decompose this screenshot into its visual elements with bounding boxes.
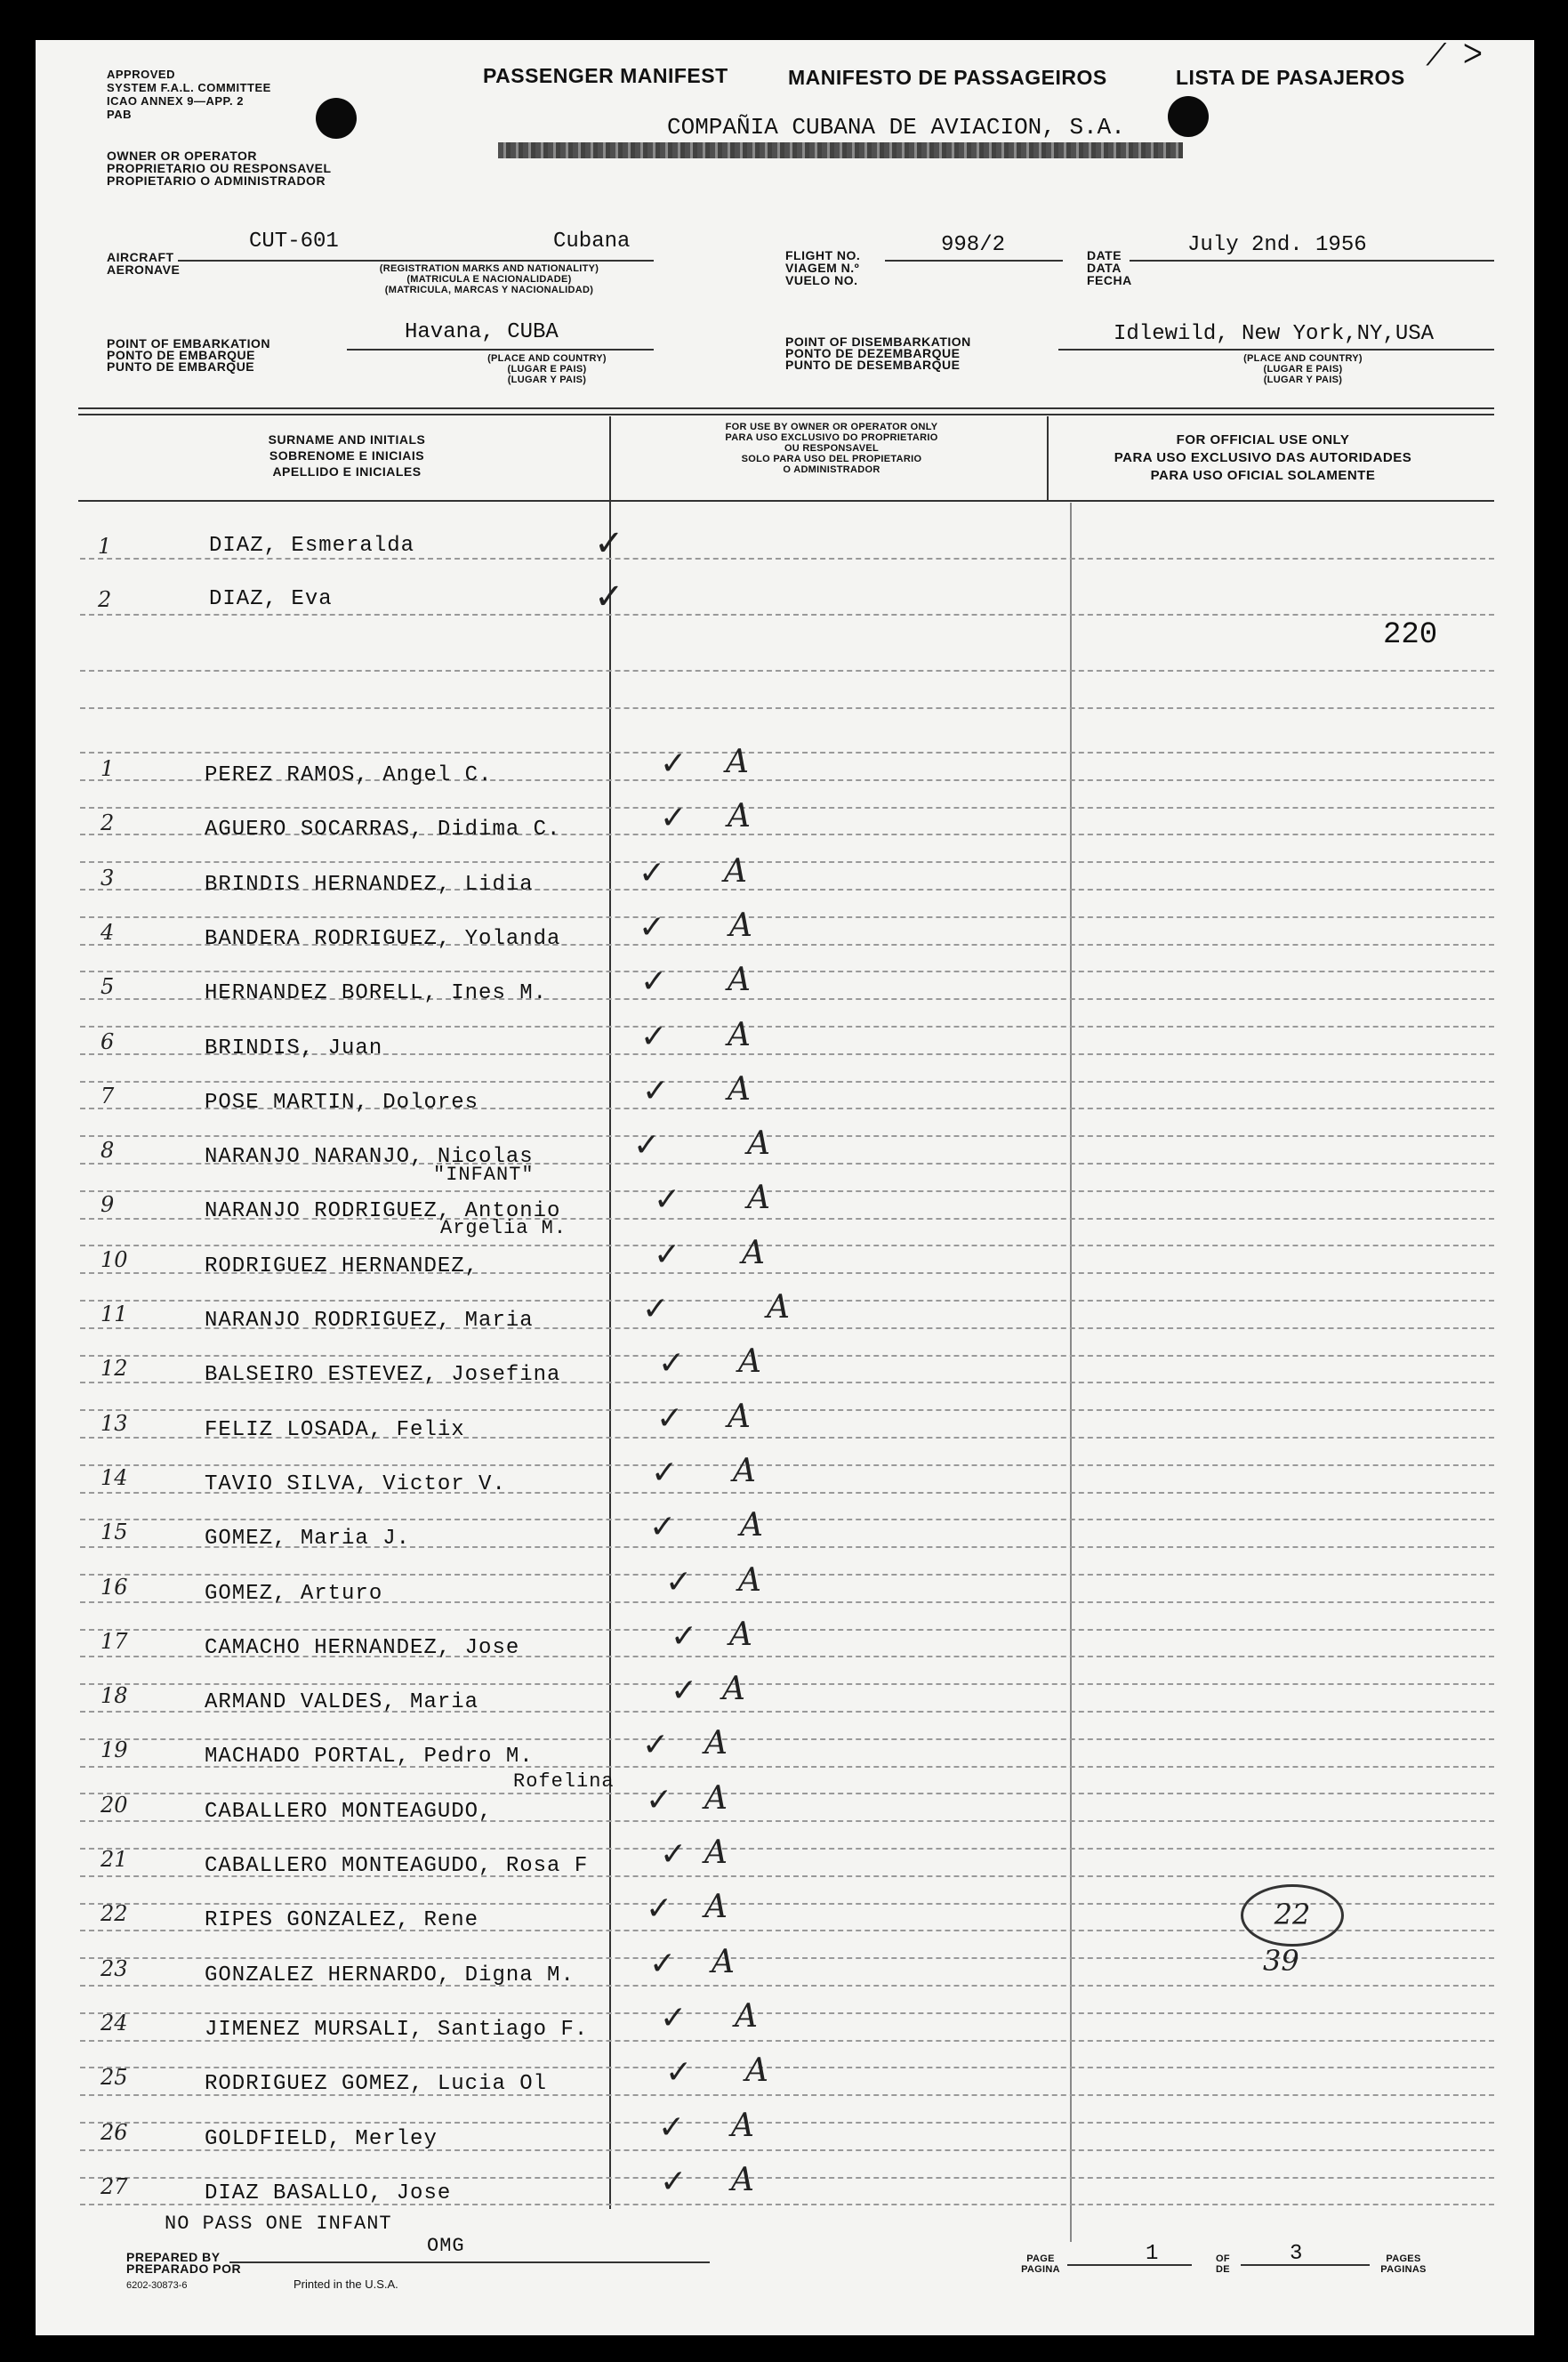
check-icon: ✓ bbox=[660, 2000, 688, 2036]
embarkation-label: POINT OF EMBARKATION PONTO DE EMBARQUE PUNTO DE EMBARQUE bbox=[107, 336, 270, 374]
passenger-number: 16 bbox=[101, 1575, 128, 1600]
passenger-name: GONZALEZ HERNARDO, Digna M. bbox=[205, 1963, 575, 1987]
crew-name: DIAZ, Eva bbox=[209, 587, 333, 611]
rofelina-note: Rofelina bbox=[513, 1770, 615, 1793]
passenger-number: 9 bbox=[101, 1192, 115, 1217]
handwritten-a-mark: A bbox=[724, 853, 747, 890]
initials: OMG bbox=[427, 2235, 465, 2257]
passenger-number: 10 bbox=[101, 1247, 128, 1272]
passenger-number: 21 bbox=[101, 1847, 128, 1872]
row-rule bbox=[80, 2177, 1494, 2179]
passenger-name: RIPES GONZALEZ, Rene bbox=[205, 1908, 479, 1932]
passenger-number: 26 bbox=[101, 2120, 128, 2145]
circled-note: 22 bbox=[1241, 1884, 1344, 1947]
check-icon: ✓ bbox=[665, 2054, 693, 2091]
handwritten-a-mark: A bbox=[738, 1343, 761, 1380]
check-icon: ✓ bbox=[640, 963, 668, 1000]
check-icon: ✓ bbox=[660, 1836, 688, 1873]
row-rule bbox=[80, 1245, 1494, 1246]
title-spanish: LISTA DE PASAJEROS bbox=[1176, 66, 1405, 89]
handwritten-a-mark: A bbox=[742, 1235, 765, 1271]
check-icon: ✓ bbox=[639, 909, 666, 946]
crew-number: 1 bbox=[98, 534, 112, 559]
row-rule bbox=[80, 1081, 1494, 1083]
passenger-number: 6 bbox=[101, 1029, 115, 1054]
check-icon: ✓ bbox=[671, 1673, 698, 1709]
form-number: 6202-30873-6 bbox=[126, 2280, 188, 2291]
passenger-name: CAMACHO HERNANDEZ, Jose bbox=[205, 1636, 520, 1660]
check-icon: ✓ bbox=[658, 1345, 686, 1382]
check-icon: ✓ bbox=[640, 1019, 668, 1055]
row-rule bbox=[80, 614, 1494, 616]
passenger-number: 13 bbox=[101, 1411, 128, 1436]
check-icon: ✓ bbox=[646, 1890, 673, 1927]
aircraft-caption: (REGISTRATION MARKS AND NATIONALITY) (MATRICULA E NACIONALIDADE) (MATRICULA, MARCAS Y NACIONALIDAD) bbox=[379, 263, 599, 295]
infant-note: "INFANT" bbox=[433, 1164, 535, 1186]
check-icon: ✓ bbox=[671, 1618, 698, 1655]
passenger-name: NARANJO RODRIGUEZ, Maria bbox=[205, 1309, 534, 1333]
page-total: 3 bbox=[1290, 2242, 1303, 2266]
passenger-number: 15 bbox=[101, 1520, 128, 1544]
check-icon: ✓ bbox=[658, 2109, 686, 2146]
handwritten-a-mark: A bbox=[728, 1399, 751, 1435]
check-icon: ✓ bbox=[660, 800, 688, 836]
check-icon: ✓ bbox=[639, 855, 666, 891]
passenger-name: NARANJO RODRIGUEZ, Antonio bbox=[205, 1199, 561, 1223]
handwritten-a-mark: A bbox=[728, 1017, 751, 1053]
row-rule bbox=[80, 558, 1494, 560]
embarkation-value: Havana, CUBA bbox=[405, 320, 559, 344]
check-icon: ✓ bbox=[651, 1455, 679, 1491]
passenger-name: PEREZ RAMOS, Angel C. bbox=[205, 763, 493, 787]
date-label: DATE DATA FECHA bbox=[1087, 248, 1132, 287]
passenger-number: 27 bbox=[101, 2174, 128, 2199]
col-header-operator-use: FOR USE BY OWNER OR OPERATOR ONLY PARA USO EXCLUSIVO DO PROPRIETARIO OU RESPONSAVEL SOLO PARA USO DEL PROPIETARIO O ADMINISTRADOR bbox=[725, 422, 938, 475]
passenger-number: 7 bbox=[101, 1084, 115, 1108]
row-rule bbox=[80, 1355, 1494, 1357]
row-rule bbox=[80, 1793, 1494, 1794]
punch-hole-right bbox=[1168, 96, 1209, 137]
handwritten-a-mark: A bbox=[738, 1562, 761, 1599]
passenger-number: 17 bbox=[101, 1629, 128, 1654]
passenger-number: 4 bbox=[101, 920, 115, 945]
row-rule bbox=[80, 1683, 1494, 1685]
row-rule bbox=[80, 670, 1494, 672]
check-icon: ✓ bbox=[660, 2164, 688, 2200]
row-rule bbox=[80, 752, 1494, 754]
flight-number: 998/2 bbox=[941, 233, 1006, 257]
check-icon: ✓ bbox=[642, 1073, 670, 1109]
passenger-number: 22 bbox=[101, 1901, 128, 1926]
crew-number: 2 bbox=[98, 587, 112, 612]
row-rule bbox=[80, 1519, 1494, 1520]
handwritten-a-mark: A bbox=[722, 1671, 745, 1707]
check-icon: ✓ bbox=[656, 1400, 684, 1437]
handwritten-a-mark: A bbox=[728, 962, 751, 998]
handwritten-a-mark: A bbox=[728, 1071, 751, 1108]
handwritten-a-mark: A bbox=[767, 1289, 790, 1326]
passenger-name: AGUERO SOCARRAS, Didima C. bbox=[205, 818, 561, 842]
passenger-number: 25 bbox=[101, 2065, 128, 2090]
passenger-name: BANDERA RODRIGUEZ, Yolanda bbox=[205, 927, 561, 951]
row-rule bbox=[80, 1026, 1494, 1028]
passenger-name: GOMEZ, Arturo bbox=[205, 1582, 383, 1606]
disembarkation-value: Idlewild, New York,NY,USA bbox=[1114, 322, 1435, 346]
operator-labels: OWNER OR OPERATOR PROPRIETARIO OU RESPONSAVEL PROPIETARIO O ADMINISTRADOR bbox=[107, 149, 332, 188]
passenger-number: 19 bbox=[101, 1737, 128, 1762]
page-number: 1 bbox=[1146, 2242, 1159, 2266]
page-label: PAGE PAGINA bbox=[1021, 2253, 1060, 2275]
flight-label: FLIGHT NO. VIAGEM N.º VUELO NO. bbox=[785, 248, 861, 287]
passenger-number: 5 bbox=[101, 974, 115, 999]
argelia-note: Argelia M. bbox=[440, 1217, 567, 1239]
passenger-number: 8 bbox=[101, 1138, 115, 1163]
passenger-name: TAVIO SILVA, Victor V. bbox=[205, 1472, 506, 1496]
passenger-name: CABALLERO MONTEAGUDO, Rosa F bbox=[205, 1854, 589, 1878]
row-rule bbox=[80, 1848, 1494, 1850]
passenger-number: 14 bbox=[101, 1465, 128, 1490]
check-icon: ✓ bbox=[642, 1727, 670, 1763]
passenger-number: 1 bbox=[101, 756, 115, 781]
passenger-name: POSE MARTIN, Dolores bbox=[205, 1091, 479, 1115]
handwritten-a-mark: A bbox=[704, 1725, 728, 1761]
check-icon: ✓ bbox=[594, 576, 624, 617]
row-rule bbox=[80, 1409, 1494, 1411]
check-icon: ✓ bbox=[642, 1291, 670, 1327]
passenger-number: 18 bbox=[101, 1683, 128, 1708]
row-rule bbox=[80, 1190, 1494, 1192]
row-rule bbox=[80, 1574, 1494, 1576]
check-icon: ✓ bbox=[633, 1127, 661, 1164]
corner-signature-icon: ⁄ bbox=[1434, 37, 1439, 73]
passenger-name: CABALLERO MONTEAGUDO, bbox=[205, 1800, 493, 1824]
handwritten-a-mark: A bbox=[704, 1889, 728, 1925]
passenger-name: NARANJO NARANJO, Nicolas bbox=[205, 1145, 534, 1169]
col-header-surname: SURNAME AND INITIALS SOBRENOME E INICIAIS APELLIDO E INICIALES bbox=[268, 432, 426, 479]
passenger-name: MACHADO PORTAL, Pedro M. bbox=[205, 1745, 534, 1769]
check-icon: ✓ bbox=[660, 746, 688, 782]
row-rule bbox=[80, 2067, 1494, 2068]
row-rule bbox=[80, 971, 1494, 972]
passenger-number: 24 bbox=[101, 2011, 128, 2036]
passenger-number: 12 bbox=[101, 1356, 128, 1381]
passenger-number: 11 bbox=[101, 1302, 128, 1326]
title-english: PASSENGER MANIFEST bbox=[483, 64, 728, 87]
passenger-name: HERNANDEZ BORELL, Ines M. bbox=[205, 981, 548, 1005]
row-rule bbox=[80, 2012, 1494, 2014]
corner-mark: ᐳ bbox=[1463, 39, 1483, 70]
crew-name: DIAZ, Esmeralda bbox=[209, 534, 415, 558]
handwritten-a-mark: A bbox=[728, 798, 751, 834]
passenger-number: 20 bbox=[101, 1793, 128, 1818]
row-rule bbox=[80, 2122, 1494, 2124]
below-note: 39 bbox=[1263, 1944, 1299, 1978]
row-rule bbox=[80, 861, 1494, 863]
passenger-number: 2 bbox=[101, 810, 115, 835]
check-icon: ✓ bbox=[665, 1564, 693, 1600]
passenger-name: JIMENEZ MURSALI, Santiago F. bbox=[205, 2018, 589, 2042]
handwritten-a-mark: A bbox=[731, 2108, 754, 2144]
passenger-name: GOMEZ, Maria J. bbox=[205, 1527, 411, 1551]
row-rule bbox=[80, 1738, 1494, 1740]
check-icon: ✓ bbox=[594, 523, 624, 564]
handwritten-a-mark: A bbox=[704, 1834, 728, 1871]
pages-label: PAGES PAGINAS bbox=[1380, 2253, 1427, 2275]
passenger-number: 23 bbox=[101, 1956, 128, 1981]
row-rule bbox=[80, 1629, 1494, 1631]
row-rule bbox=[80, 1464, 1494, 1466]
no-pass-note: NO PASS ONE INFANT bbox=[165, 2213, 392, 2235]
passenger-name: BRINDIS, Juan bbox=[205, 1036, 383, 1060]
handwritten-a-mark: A bbox=[747, 1125, 770, 1162]
passenger-name: GOLDFIELD, Merley bbox=[205, 2127, 438, 2151]
handwritten-a-mark: A bbox=[745, 2052, 768, 2089]
handwritten-a-mark: A bbox=[704, 1780, 728, 1817]
official-number: 220 bbox=[1383, 618, 1438, 652]
date-value: July 2nd. 1956 bbox=[1187, 233, 1367, 257]
passenger-name: DIAZ BASALLO, Jose bbox=[205, 2181, 452, 2205]
handwritten-a-mark: A bbox=[747, 1180, 770, 1216]
check-icon: ✓ bbox=[654, 1181, 681, 1218]
row-rule bbox=[80, 916, 1494, 918]
title-portuguese: MANIFESTO DE PASSAGEIROS bbox=[788, 66, 1107, 89]
row-rule bbox=[80, 807, 1494, 809]
disembarkation-label: POINT OF DISEMBARKATION PONTO DE DEZEMBARQUE PUNTO DE DESEMBARQUE bbox=[785, 335, 971, 372]
passenger-name: BRINDIS HERNANDEZ, Lidia bbox=[205, 873, 534, 897]
row-rule bbox=[80, 1135, 1494, 1137]
check-icon: ✓ bbox=[649, 1946, 677, 1982]
handwritten-a-mark: A bbox=[729, 907, 752, 944]
passenger-name: BALSEIRO ESTEVEZ, Josefina bbox=[205, 1363, 561, 1387]
row-rule bbox=[80, 707, 1494, 709]
passenger-name: ARMAND VALDES, Maria bbox=[205, 1690, 479, 1714]
aircraft-nationality: Cubana bbox=[553, 230, 631, 254]
handwritten-a-mark: A bbox=[731, 2162, 754, 2198]
punch-hole-left bbox=[316, 98, 357, 139]
aircraft-registration: CUT-601 bbox=[249, 230, 339, 254]
struck-out-text bbox=[498, 142, 1183, 158]
handwritten-a-mark: A bbox=[735, 1998, 758, 2035]
approval-block: APPROVED SYSTEM F.A.L. COMMITTEE ICAO ANNEX 9—APP. 2 PAB bbox=[107, 68, 271, 121]
passenger-name: FELIZ LOSADA, Felix bbox=[205, 1418, 465, 1442]
of-label: OF DE bbox=[1216, 2253, 1230, 2275]
check-icon: ✓ bbox=[649, 1509, 677, 1545]
col-header-official-use: FOR OFFICIAL USE ONLY PARA USO EXCLUSIVO DAS AUTORIDADES PARA USO OFICIAL SOLAMENTE bbox=[1114, 432, 1412, 483]
handwritten-a-mark: A bbox=[733, 1453, 756, 1489]
aircraft-label: AIRCRAFT AERONAVE bbox=[107, 250, 181, 277]
printed-in: Printed in the U.S.A. bbox=[293, 2277, 398, 2291]
check-icon: ✓ bbox=[646, 1782, 673, 1818]
handwritten-a-mark: A bbox=[729, 1616, 752, 1653]
check-icon: ✓ bbox=[654, 1237, 681, 1273]
handwritten-a-mark: A bbox=[726, 744, 749, 780]
passenger-name: RODRIGUEZ HERNANDEZ, bbox=[205, 1254, 479, 1278]
passenger-number: 3 bbox=[101, 866, 115, 891]
handwritten-a-mark: A bbox=[712, 1944, 735, 1980]
operator-value: COMPAÑIA CUBANA DE AVIACION, S.A. bbox=[667, 114, 1125, 141]
passenger-name: RODRIGUEZ GOMEZ, Lucia Ol bbox=[205, 2072, 548, 2096]
prepared-by-label: PREPARED BY PREPARADO POR bbox=[126, 2250, 242, 2276]
disembarkation-caption: (PLACE AND COUNTRY) (LUGAR E PAIS) (LUGAR Y PAIS) bbox=[1243, 353, 1363, 385]
handwritten-a-mark: A bbox=[740, 1507, 763, 1544]
embarkation-caption: (PLACE AND COUNTRY) (LUGAR E PAIS) (LUGAR Y PAIS) bbox=[487, 353, 607, 385]
